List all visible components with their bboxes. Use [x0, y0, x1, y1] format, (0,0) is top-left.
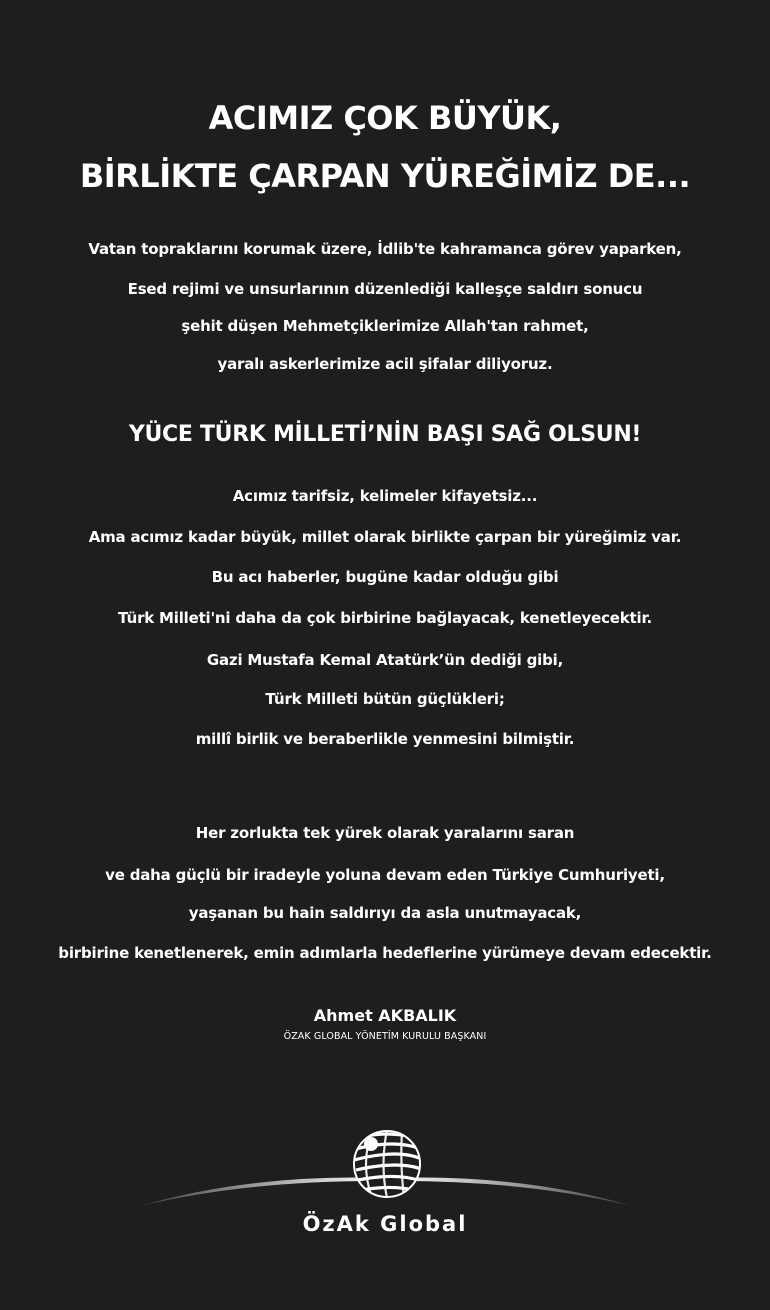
subheading: YÜCE TÜRK MİLLETİ’NİN BAŞI SAĞ OLSUN!	[128, 422, 642, 447]
intro-line: yaralı askerlerimize acil şifalar diliyoruz.	[217, 355, 553, 373]
body-line: birbirine kenetlenerek, emin adımlarla hedeflerine yürümeye devam edecektir.	[58, 944, 712, 962]
headline-line-2: BİRLİKTE ÇARPAN YÜREĞİMİZ DE...	[79, 157, 691, 195]
body-line: Bu acı haberler, bugüne kadar olduğu gibi	[211, 568, 559, 586]
body-line: Her zorlukta tek yürek olarak yaralarını saran	[195, 824, 575, 842]
signature-name: Ahmet AKBALIK	[313, 1006, 457, 1025]
brand-name: ÖzAk Global	[302, 1212, 468, 1236]
intro-line: Esed rejimi ve unsurlarının düzenlediği kalleşçe saldırı sonucu	[127, 280, 643, 298]
body-line: Türk Milleti'ni daha da çok birbirine bağlayacak, kenetleyecektir.	[117, 609, 653, 627]
intro-line: şehit düşen Mehmetçiklerimize Allah'tan rahmet,	[181, 317, 589, 335]
signature-title: ÖZAK GLOBAL YÖNETİM KURULU BAŞKANI	[283, 1031, 487, 1042]
body-line: Türk Milleti bütün güçlükleri;	[265, 690, 505, 708]
body-line: Acımız tarifsiz, kelimeler kifayetsiz...	[232, 487, 538, 505]
body-line: Ama acımız kadar büyük, millet olarak birlikte çarpan bir yüreğimiz var.	[88, 528, 682, 546]
body-line: ve daha güçlü bir iradeyle yoluna devam eden Türkiye Cumhuriyeti,	[105, 866, 665, 884]
intro-line: Vatan topraklarını korumak üzere, İdlib'te kahramanca görev yaparken,	[88, 240, 682, 258]
body-line: yaşanan bu hain saldırıyı da asla unutmayacak,	[188, 904, 582, 922]
body-line: millî birlik ve beraberlikle yenmesini bilmiştir.	[195, 730, 575, 748]
headline-line-1: ACIMIZ ÇOK BÜYÜK,	[208, 99, 562, 137]
body-line: Gazi Mustafa Kemal Atatürk’ün dediği gibi,	[206, 651, 564, 669]
